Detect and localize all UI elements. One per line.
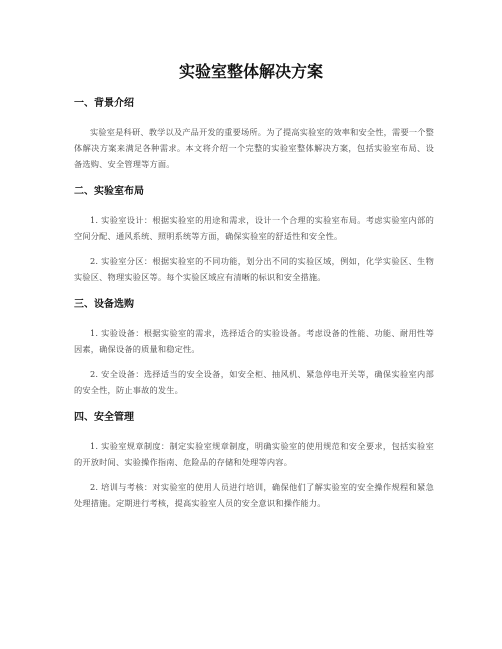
section-heading: 四、安全管理 — [74, 412, 134, 423]
section-paragraph: 1. 实验室规章制度：制定实验室规章制度，明确实验室的使用规范和安全要求，包括实验室的开放时间、实验操作指南、危险品的存储和处理等内容。 — [74, 441, 434, 467]
section-equipment — [74, 297, 434, 398]
section-background — [74, 96, 434, 172]
section-paragraph: 实验室是科研、教学以及产品开发的重要场所。为了提高实验室的效率和安全性，需要一个整体解决方案来满足各种需求。本文将介绍一个完整的实验室整体解决方案，包括实验室布局、设备选购、安全管理等方面。 — [74, 127, 434, 169]
section-layout — [74, 184, 434, 285]
section-paragraph: 1. 实验设备：根据实验室的需求，选择适合的实验设备。考虑设备的性能、功能、耐用性等因素，确保设备的质量和稳定性。 — [74, 328, 434, 354]
document-title: 实验室整体解决方案 — [178, 62, 323, 81]
section-heading: 一、背景介绍 — [74, 98, 134, 109]
section-paragraph: 2. 培训与考核：对实验室的使用人员进行培训，确保他们了解实验室的安全操作规程和紧急处理措施。定期进行考核，提高实验室人员的安全意识和操作能力。 — [74, 482, 434, 508]
document-body — [74, 96, 434, 511]
section-heading: 三、设备选购 — [74, 299, 134, 310]
section-paragraph: 2. 安全设备：选择适当的安全设备，如安全柜、抽风机、紧急停电开关等，确保实验室内部的安全性，防止事故的发生。 — [74, 369, 434, 395]
section-paragraph: 1. 实验室设计：根据实验室的用途和需求，设计一个合理的实验室布局。考虑实验室内部的空间分配、通风系统、照明系统等方面，确保实验室的舒适性和安全性。 — [74, 215, 434, 241]
section-heading: 二、实验室布局 — [74, 186, 144, 197]
section-safety — [74, 410, 434, 511]
section-paragraph: 2. 实验室分区：根据实验室的不同功能，划分出不同的实验区域，例如，化学实验区、生物实验区、物理实验区等。每个实验区域应有清晰的标识和安全措施。 — [74, 256, 434, 282]
